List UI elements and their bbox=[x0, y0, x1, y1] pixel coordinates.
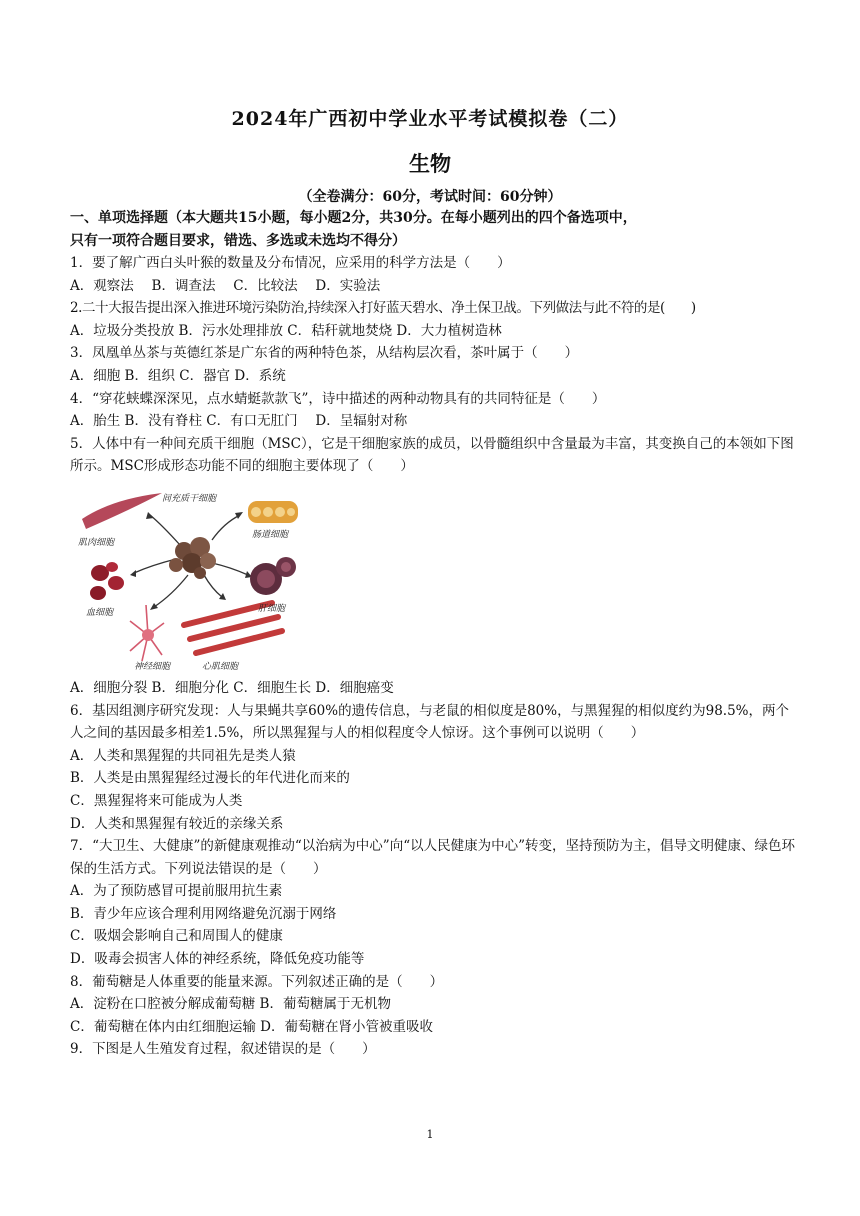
stem-cell-diagram bbox=[72, 485, 304, 671]
stem-cell-cluster-icon bbox=[169, 537, 216, 579]
q7-option-a: A．为了预防感冒可提前服用抗生素 bbox=[70, 883, 283, 900]
exam-title: 2024年广西初中学业水平考试模拟卷（二） bbox=[231, 108, 629, 130]
q1-stem: 1．要了解广西白头叶猴的数量及分布情况，应采用的科学方法是（ ） bbox=[70, 255, 511, 271]
label-liver-cell: 肝细胞 bbox=[258, 603, 286, 614]
blood-cell-icon bbox=[90, 562, 124, 600]
q7-option-b: B．青少年应该合理利用网络避免沉溺于网络 bbox=[70, 905, 337, 922]
q4-options: A．胎生 B．没有脊柱 C．有口无肛门 D．呈辐射对称 bbox=[70, 413, 408, 430]
q7-option-d: D．吸毒会损害人体的神经系统，降低免疫功能等 bbox=[70, 951, 365, 968]
stem-cell-figure bbox=[72, 485, 304, 671]
question-list bbox=[70, 252, 795, 1061]
section-heading-line-2: 只有一项符合题目要求，错选、多选或未选均不得分） bbox=[70, 233, 406, 249]
q5-stem: 5．人体中有一种间充质干细胞（MSC），它是干细胞家族的成员，以骨髓组织中含量最为丰富，其变换自己的本领如下图所示。MSC形成形态功能不同的细胞主要体现了（ ） bbox=[70, 435, 794, 475]
liver-cell-icon bbox=[250, 557, 296, 595]
q8-stem: 8．葡萄糖是人体重要的能量来源。下列叙述正确的是（ ） bbox=[70, 973, 444, 990]
q4-stem: 4．“穿花蛱蝶深深见，点水蜻蜓款款飞”，诗中描述的两种动物具有的共同特征是（ ） bbox=[70, 390, 606, 407]
section-heading-line-1: 一、单项选择题（本大题共15小题，每小题2分，共30分。在每小题列出的四个备选项中， bbox=[70, 210, 637, 226]
q8-options-cd: C．葡萄糖在体内由红细胞运输 D．葡萄糖在肾小管被重吸收 bbox=[70, 1018, 433, 1035]
q8-options-ab: A．淀粉在口腔被分解成葡萄糖 B．葡萄糖属于无机物 bbox=[70, 996, 391, 1013]
label-blood-cell: 血细胞 bbox=[86, 607, 114, 618]
q1-options: A．观察法 B．调查法 C．比较法 D．实验法 bbox=[70, 277, 381, 294]
section-heading bbox=[70, 207, 800, 253]
q6-option-d: D．人类和黑猩猩有较近的亲缘关系 bbox=[70, 815, 284, 832]
label-intestine-cell: 肠道细胞 bbox=[252, 529, 289, 540]
label-stem-cell: 间充质干细胞 bbox=[162, 493, 217, 504]
label-heart-cell: 心肌细胞 bbox=[202, 661, 239, 671]
q5-options: A．细胞分裂 B．细胞分化 C．细胞生长 D．细胞癌变 bbox=[70, 679, 394, 696]
nerve-cell-body-icon bbox=[142, 629, 154, 641]
intestine-cell-icon bbox=[248, 501, 298, 523]
q2-options: A．垃圾分类投放 B．污水处理排放 C．秸秆就地焚烧 D．大力植树造林 bbox=[70, 322, 502, 339]
q7-stem: 7．“大卫生、大健康”的新健康观推动“以治病为中心”向“以人民健康为中心”转变，坚持预防为主，倡导文明健康、绿色环保的生活方式。下列说法错误的是（ ） bbox=[70, 838, 795, 877]
q6-option-a: A．人类和黑猩猩的共同祖先是类人猿 bbox=[70, 747, 296, 764]
label-muscle-cell: 肌肉细胞 bbox=[78, 537, 115, 548]
q3-options: A．细胞 B．组织 C．器官 D．系统 bbox=[70, 367, 286, 384]
q7-option-c: C．吸烟会影响自己和周围人的健康 bbox=[70, 928, 283, 945]
q6-option-b: B．人类是由黑猩猩经过漫长的年代进化而来的 bbox=[70, 770, 350, 787]
q2-stem: 2.二十大报告提出深入推进环境污染防治,持续深入打好蓝天碧水、净土保卫战。下列做法与此不符的是( ) bbox=[70, 300, 696, 317]
exam-info: （全卷满分：60分，考试时间：60分钟） bbox=[298, 189, 562, 205]
muscle-cell-icon bbox=[82, 493, 162, 529]
q3-stem: 3．凤凰单丛茶与英德红茶是广东省的两种特色茶，从结构层次看，茶叶属于（ ） bbox=[70, 345, 579, 362]
subject-title: 生物 bbox=[409, 151, 451, 176]
page-number: 1 bbox=[426, 1128, 434, 1141]
q9-stem: 9．下图是人生殖发育过程，叙述错误的是（ ） bbox=[70, 1041, 376, 1058]
q6-stem: 6．基因组测序研究发现：人与果蝇共享60%的遗传信息，与老鼠的相似度是80%，与黑猩猩的相似度约为98.5%，两个人之间的基因最多相差1.5%，所以黑猩猩与人的相似程度令人惊讶。这个事例可以说明（ ） bbox=[70, 702, 789, 742]
q6-option-c: C．黑猩猩将来可能成为人类 bbox=[70, 792, 243, 809]
label-nerve-cell: 神经细胞 bbox=[134, 661, 171, 671]
